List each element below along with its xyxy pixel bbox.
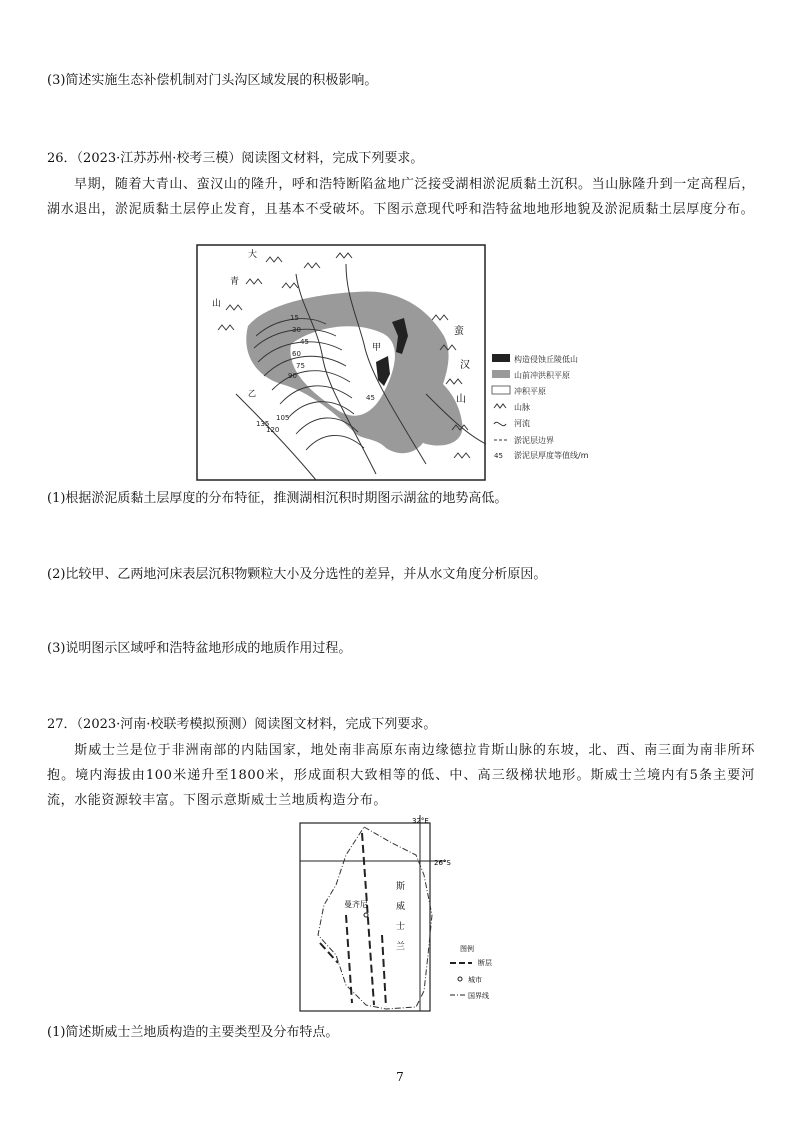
label-man: 蛮 [454, 326, 464, 337]
svg-text:断层: 断层 [478, 959, 492, 967]
svg-text:威: 威 [396, 902, 406, 912]
svg-text:15: 15 [290, 314, 299, 322]
label-qing: 青 [230, 277, 240, 287]
svg-text:45: 45 [366, 394, 375, 402]
svg-text:45: 45 [300, 338, 309, 346]
lon-label: 32°E [412, 817, 429, 825]
page-number: 7 [396, 1070, 404, 1084]
q26-material-text: 早期，随着大青山、蛮汉山的隆升，呼和浩特断陷盆地广泛接受湖相淤泥质黏土沉积。当山脉隆升到一定高程后，湖水退出，淤泥质黏土层停止发育，且基本不受破坏。下图示意现代呼和浩特盆地地形地貌及淤泥质黏土层厚度分布。 [47, 177, 755, 217]
q26-subquestion-1: (1)根据淤泥质黏土层厚度的分布特征，推测湖相沉积时期图示湖盆的地势高低。 [47, 491, 508, 506]
q27-header: 27．（2023·河南·校联考模拟预测）阅读图文材料，完成下列要求。 [47, 717, 437, 732]
svg-text:45: 45 [494, 452, 503, 460]
city-mbabane-marker [364, 913, 368, 917]
label-shan: 山 [212, 299, 222, 309]
svg-text:国界线: 国界线 [468, 992, 489, 1000]
svg-text:120: 120 [266, 426, 280, 434]
svg-text:城市: 城市 [468, 976, 482, 984]
svg-text:135: 135 [256, 420, 270, 428]
q27-material [47, 738, 755, 813]
q26-header: 26．（2023·江苏苏州·校考三模）阅读图文材料，完成下列要求。 [47, 151, 424, 166]
svg-text:士: 士 [396, 922, 406, 932]
q26-material [47, 172, 755, 222]
svg-text:构造侵蚀丘陵低山: 构造侵蚀丘陵低山 [514, 355, 578, 364]
svg-text:冲积平原: 冲积平原 [514, 387, 546, 396]
svg-text:兰: 兰 [396, 942, 406, 952]
label-yi: 乙 [248, 389, 256, 398]
city-label: 曼齐尼 [344, 900, 368, 909]
label-shan2: 山 [456, 394, 466, 405]
label-jia: 甲 [372, 343, 382, 353]
svg-text:淤泥层厚度等值线/m: 淤泥层厚度等值线/m [514, 451, 589, 460]
svg-text:90: 90 [288, 372, 297, 380]
q27-subquestion-1: (1)简述斯威士兰地质构造的主要类型及分布特点。 [47, 1025, 339, 1040]
q26-subquestion-2: (2)比较甲、乙两地河床表层沉积物颗粒大小及分选性的差异，并从水文角度分析原因。 [47, 567, 547, 582]
hohhot-basin-map [196, 244, 616, 482]
svg-text:淤泥层边界: 淤泥层边界 [514, 436, 554, 445]
svg-text:105: 105 [276, 414, 290, 422]
svg-text:山前冲洪积平原: 山前冲洪积平原 [514, 371, 570, 380]
svg-text:30: 30 [292, 326, 301, 334]
svg-text:斯: 斯 [396, 882, 406, 892]
map-legend [492, 354, 589, 460]
svg-text:60: 60 [292, 350, 301, 358]
lat-label: 26°S [434, 859, 451, 867]
svg-text:图例: 图例 [460, 945, 474, 953]
label-han: 汉 [460, 360, 470, 371]
legend-swatch-hills [492, 354, 510, 362]
q26-subquestion-3: (3)说明图示区域呼和浩特盆地形成的地质作用过程。 [47, 641, 352, 656]
legend-swatch-piedmont [492, 370, 510, 378]
map2-legend [450, 944, 492, 1000]
svg-text:75: 75 [296, 362, 305, 370]
eswatini-geology-map [296, 815, 546, 1013]
q25-subquestion-3: (3)简述实施生态补偿机制对门头沟区域发展的积极影响。 [47, 73, 378, 88]
svg-text:河流: 河流 [514, 419, 530, 428]
label-da: 大 [248, 250, 258, 260]
q27-material-text: 斯威士兰是位于非洲南部的内陆国家，地处南非高原东南边缘德拉肯斯山脉的东坡，北、西、南三面为南非所环抱。境内海拔由100米递升至1800米，形成面积大致相等的低、中、高三级梯状地形。斯威士兰境内有5条主要河流，水能资源较丰富。下图示意斯威士兰地质构造分布。 [47, 743, 755, 808]
legend-swatch-alluvial [492, 386, 510, 394]
svg-text:山脉: 山脉 [514, 403, 530, 412]
